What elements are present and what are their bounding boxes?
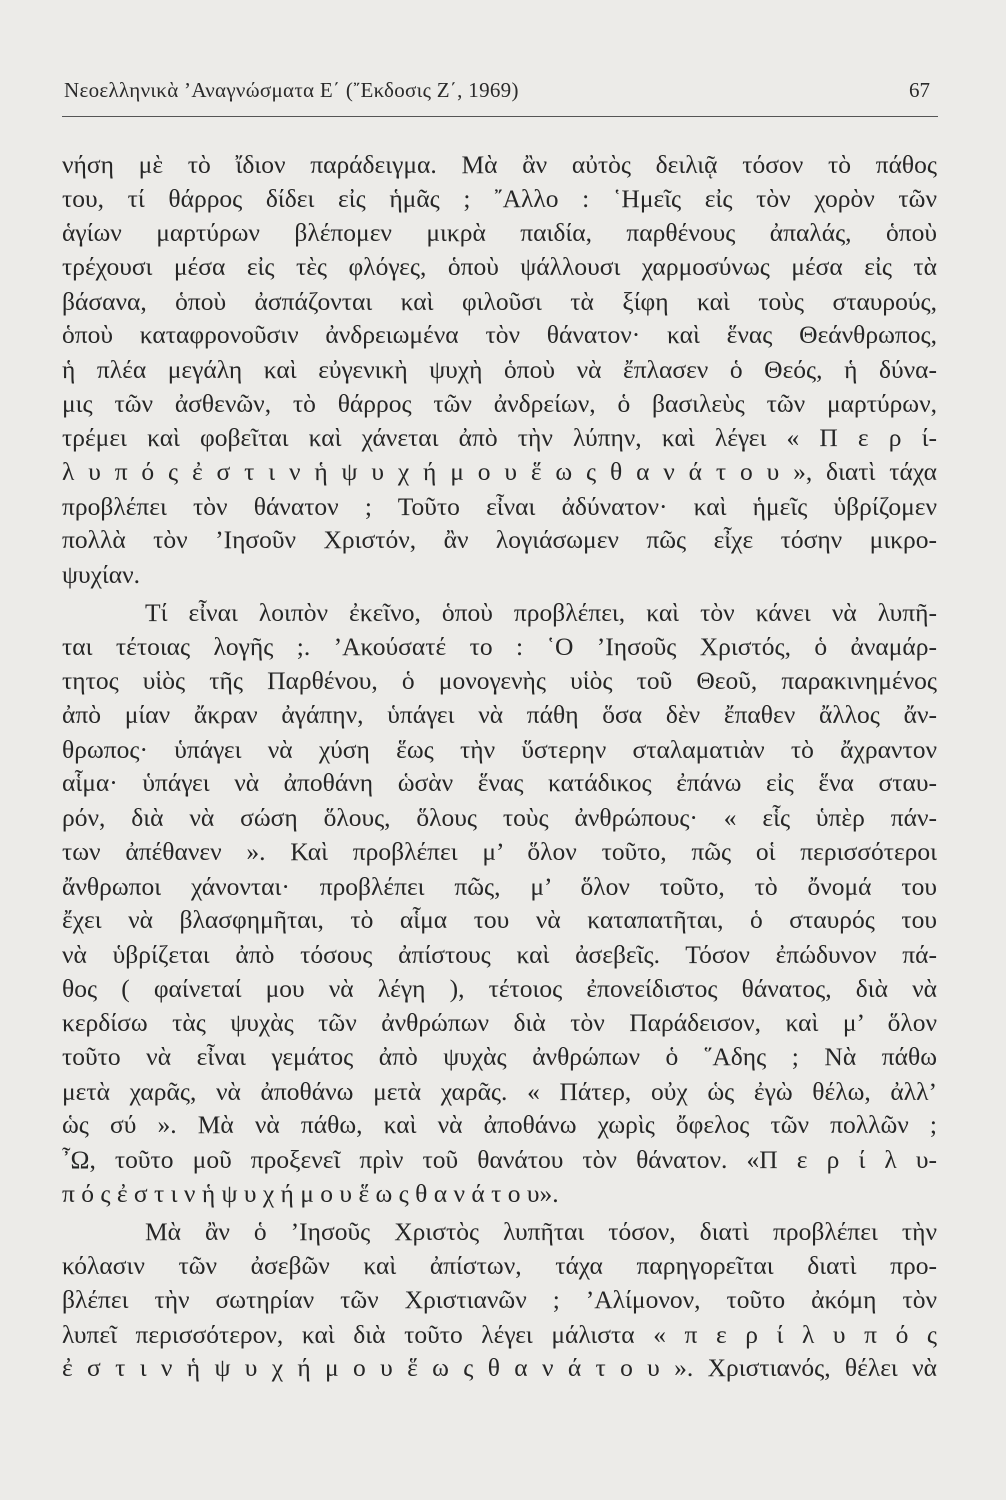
text-line: των ἀπέθανεν ». Καὶ προβλέπει μ’ ὅλον τοῦτο, πῶς οἱ περισσότεροι	[62, 836, 937, 866]
text-line: θρωπος· ὑπάγει νὰ χύση ἕως τὴν ὕστερην σταλαματιὰν τὸ ἄχραντον	[62, 734, 937, 764]
text-line: βάσανα, ὁποὺ ἀσπάζονται καὶ φιλοῦσι τὰ ξίφη καὶ τοὺς σταυρούς,	[62, 286, 937, 316]
text-line: κόλασιν τῶν ἀσεβῶν καὶ ἀπίστων, τάχα παρηγορεῖται διατὶ προ-	[62, 1251, 937, 1281]
text-line: ῏Ω, τοῦτο μοῦ προξενεῖ πρὶν τοῦ θανάτου τὸν θάνατον. «Π ε ρ ί λ υ-	[62, 1144, 937, 1174]
text-line: ὡς σύ ». Μὰ νὰ πάθω, καὶ νὰ ἀποθάνω χωρὶς ὄφελος τῶν πολλῶν ;	[62, 1110, 937, 1140]
text-line: λυπεῖ περισσότερον, καὶ διὰ τοῦτο λέγει μάλιστα « π ε ρ ί λ υ π ό ς	[62, 1319, 937, 1349]
text-line: βλέπει τὴν σωτηρίαν τῶν Χριστιανῶν ; ’Αλίμονον, τοῦτο ἀκόμη τὸν	[62, 1284, 937, 1314]
text-line: τρέχουσι μέσα εἰς τὲς φλόγες, ὁποὺ ψάλλουσι χαρμοσύνως μέσα εἰς τὰ	[62, 251, 937, 281]
text-line: ἐ σ τ ι ν ἡ ψ υ χ ή μ ο υ ἕ ω ς θ α ν ά τ ο υ ». Χριστιανός, θέλει νὰ	[62, 1353, 937, 1383]
text-line: ψυχίαν.	[62, 560, 141, 590]
text-line: π ό ς ἐ σ τ ι ν ἡ ψ υ χ ή μ ο υ ἕ ω ς θ α ν ά τ ο υ».	[62, 1178, 559, 1208]
text-line: μετὰ χαρᾶς, νὰ ἀποθάνω μετὰ χαρᾶς. « Πάτερ, οὐχ ὡς ἐγὼ θέλω, ἀλλ’	[62, 1076, 937, 1106]
text-line: ἀπὸ μίαν ἄκραν ἀγάπην, ὑπάγει νὰ πάθη ὅσα δὲν ἔπαθεν ἄλλος ἄν-	[62, 700, 937, 730]
text-line: τρέμει καὶ φοβεῖται καὶ χάνεται ἀπὸ τὴν λύπην, καὶ λέγει « Π ε ρ ί-	[62, 423, 937, 453]
text-line: λ υ π ό ς ἐ σ τ ι ν ἡ ψ υ χ ή μ ο υ ἕ ω ς θ α ν ά τ ο υ », διατὶ τάχα	[62, 457, 937, 487]
text-line: ἡ πλέα μεγάλη καὶ εὐγενικὴ ψυχὴ ὁποὺ νὰ ἔπλασεν ὁ Θεός, ἡ δύνα-	[62, 355, 937, 385]
paragraph-first-line: Τί εἶναι λοιπὸν ἐκεῖνο, ὁποὺ προβλέπει, καὶ τὸν κάνει νὰ λυπῆ-	[145, 598, 937, 628]
text-line: προβλέπει τὸν θάνατον ; Τοῦτο εἶναι ἀδύνατον· καὶ ἡμεῖς ὑβρίζομεν	[62, 491, 937, 521]
text-line: αἷμα· ὑπάγει νὰ ἀποθάνη ὡσὰν ἕνας κατάδικος ἐπάνω εἰς ἕνα σταυ-	[62, 768, 937, 798]
text-line: τητος υἱὸς τῆς Παρθένου, ὁ μονογενὴς υἱὸς τοῦ Θεοῦ, παρακινημένος	[62, 666, 937, 696]
text-line: ὁποὺ καταφρονοῦσιν ἀνδρειωμένα τὸν θάνατον· καὶ ἕνας Θεάνθρωπος,	[62, 320, 937, 350]
text-line: μις τῶν ἀσθενῶν, τὸ θάρρος τῶν ἀνδρείων, ὁ βασιλεὺς τῶν μαρτύρων,	[62, 388, 937, 418]
text-line: πολλὰ τὸν ’Ιησοῦν Χριστόν, ἂν λογιάσωμεν πῶς εἶχε τόσην μικρο-	[62, 525, 937, 555]
running-head	[62, 70, 938, 110]
text-line: νήση μὲ τὸ ἴδιον παράδειγμα. Μὰ ἂν αὐτὸς δειλιᾷ τόσον τὸ πάθος	[62, 150, 937, 179]
header-rule	[62, 116, 938, 117]
text-line: θος ( φαίνεταί μου νὰ λέγη ), τέτοιος ἐπονείδιστος θάνατος, διὰ νὰ	[62, 973, 937, 1003]
text-line: ἁγίων μαρτύρων βλέπομεν μικρὰ παιδία, παρθένους ἀπαλάς, ὁποὺ	[62, 218, 937, 248]
text-line: νὰ ὑβρίζεται ἀπὸ τόσους ἀπίστους καὶ ἀσεβεῖς. Τόσον ἐπώδυνον πά-	[62, 939, 937, 969]
text-line: ἄνθρωποι χάνονται· προβλέπει πῶς, μ’ ὅλον τοῦτο, τὸ ὄνομά του	[62, 871, 937, 901]
page-number: 67	[909, 78, 930, 102]
text-line: κερδίσω τὰς ψυχὰς τῶν ἀνθρώπων διὰ τὸν Παράδεισον, καὶ μ’ ὅλον	[62, 1008, 937, 1038]
text-line: ται τέτοιας λογῆς ;. ’Ακούσατέ το : ῾Ο ’Ιησοῦς Χριστός, ὁ ἀναμάρ-	[62, 631, 937, 661]
text-line: του, τί θάρρος δίδει εἰς ἡμᾶς ; ῎Αλλο : ῾Ημεῖς εἰς τὸν χορὸν τῶν	[62, 183, 937, 213]
text-line: τοῦτο νὰ εἶναι γεμάτος ἀπὸ ψυχὰς ἀνθρώπων ὁ ῞Αδης ; Νὰ πάθω	[62, 1041, 937, 1071]
text-line: ρόν, διὰ νὰ σώση ὅλους, ὅλους τοὺς ἀνθρώπους· « εἷς ὑπὲρ πάν-	[62, 803, 937, 833]
paragraph-first-line: Μὰ ἂν ὁ ’Ιησοῦς Χριστὸς λυπῆται τόσον, διατὶ προβλέπει τὴν	[145, 1216, 937, 1246]
text-line: ἔχει νὰ βλασφημῆται, τὸ αἷμα του νὰ καταπατῆται, ὁ σταυρός του	[62, 905, 937, 935]
running-head-title: Νεοελληνικὰ ’Αναγνώσματα Ε΄ (῎Εκδοσις Ζ΄, 1969)	[64, 78, 519, 102]
